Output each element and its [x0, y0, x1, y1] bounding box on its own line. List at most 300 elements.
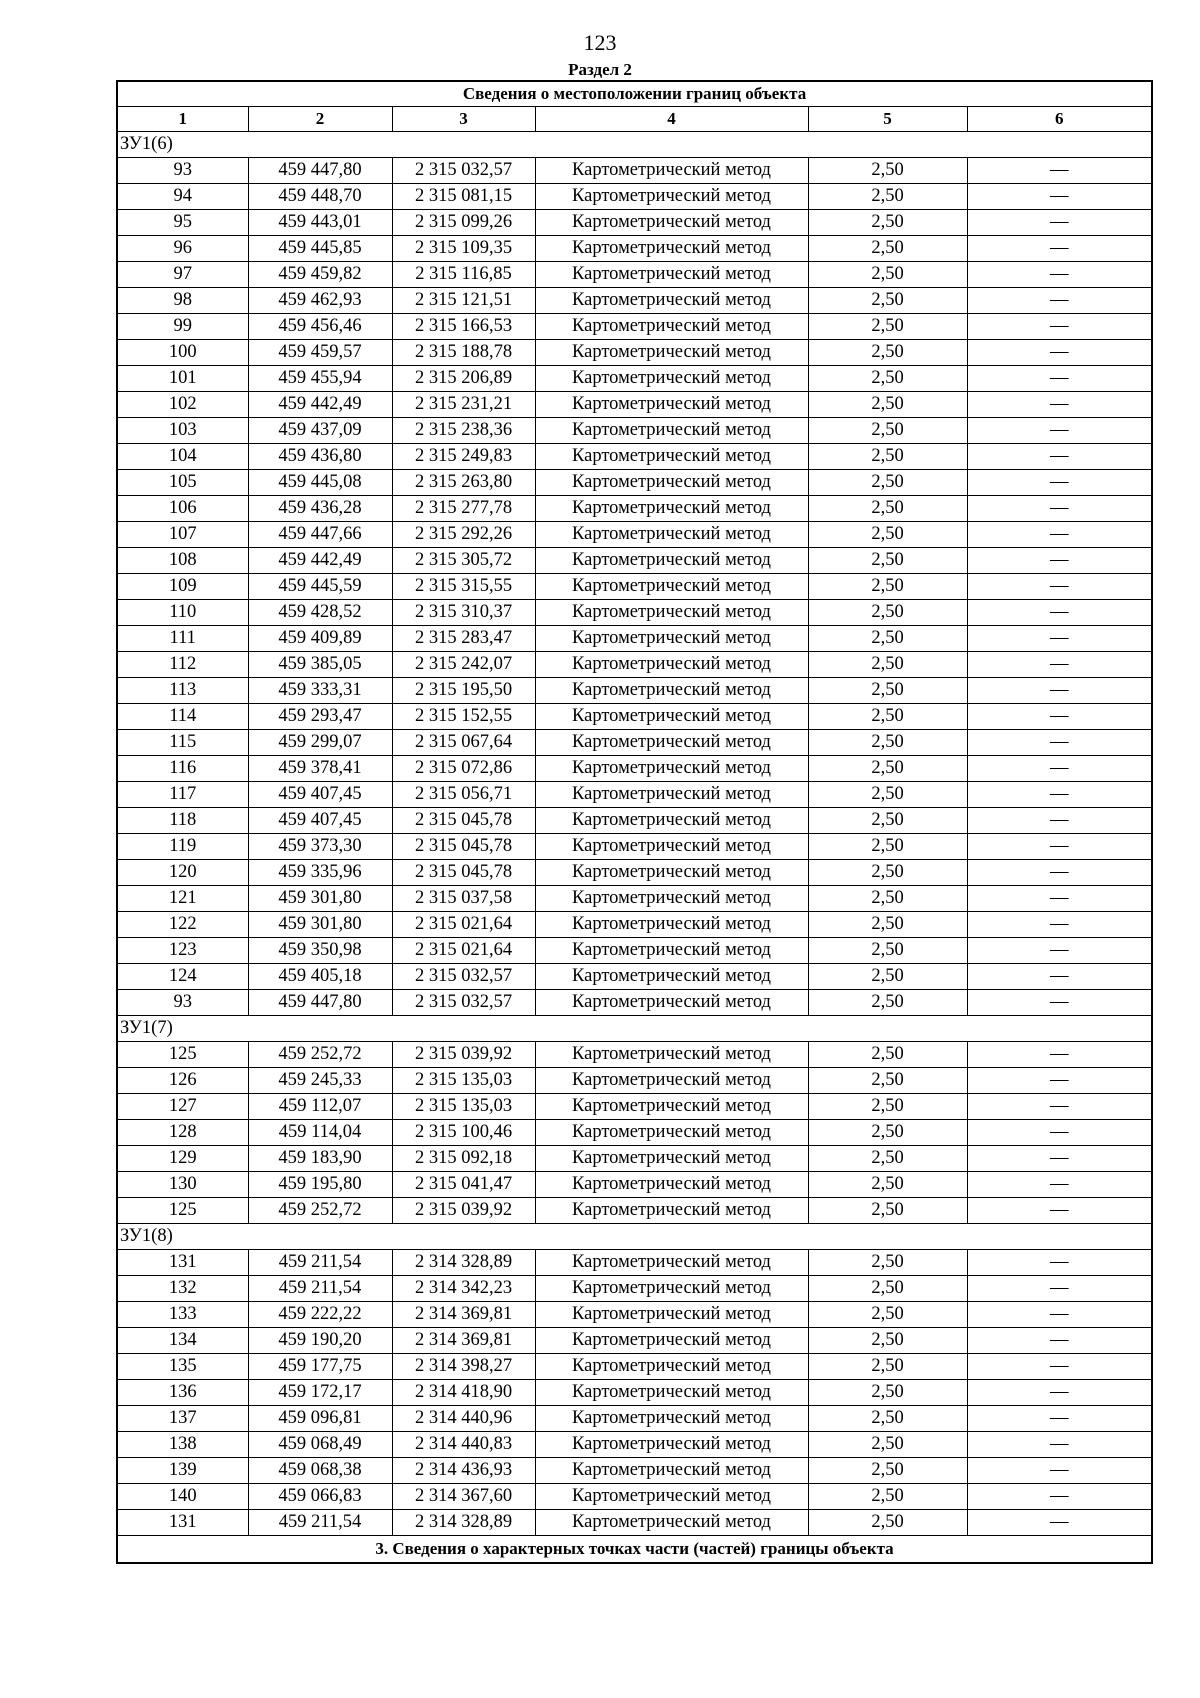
table-cell: Картометрический метод: [535, 756, 808, 782]
table-cell: 107: [117, 522, 248, 548]
table-row: [117, 236, 1152, 262]
table-row: [117, 1042, 1152, 1068]
table-cell: Картометрический метод: [535, 158, 808, 184]
section-title: Раздел 2: [568, 60, 632, 79]
table-cell: Картометрический метод: [535, 444, 808, 470]
table-cell: 2 315 032,57: [392, 158, 535, 184]
table-cell: 2 315 231,21: [392, 392, 535, 418]
table-cell: Картометрический метод: [535, 288, 808, 314]
table-cell: —: [967, 1406, 1152, 1432]
table-cell: —: [967, 886, 1152, 912]
table-cell: 459 407,45: [248, 782, 392, 808]
table-cell: —: [967, 652, 1152, 678]
table-cell: —: [967, 548, 1152, 574]
table-cell: —: [967, 912, 1152, 938]
table-cell: 459 445,85: [248, 236, 392, 262]
table-cell: Картометрический метод: [535, 652, 808, 678]
table-cell: 131: [117, 1250, 248, 1276]
table-cell: —: [967, 522, 1152, 548]
table-cell: Картометрический метод: [535, 314, 808, 340]
table-cell: 459 245,33: [248, 1068, 392, 1094]
table-cell: —: [967, 730, 1152, 756]
table-cell: Картометрический метод: [535, 210, 808, 236]
table-cell: 2,50: [808, 574, 967, 600]
table-cell: 2 315 032,57: [392, 990, 535, 1016]
table-cell: 110: [117, 600, 248, 626]
table-cell: 459 301,80: [248, 912, 392, 938]
table-cell: 104: [117, 444, 248, 470]
table-footer-row: [117, 1536, 1152, 1564]
column-header: 3: [392, 107, 535, 132]
table-row: [117, 1276, 1152, 1302]
table-cell: —: [967, 262, 1152, 288]
table-cell: 2 314 436,93: [392, 1458, 535, 1484]
table-cell: 2,50: [808, 366, 967, 392]
table-cell: 459 112,07: [248, 1094, 392, 1120]
table-cell: 2,50: [808, 1120, 967, 1146]
table-cell: Картометрический метод: [535, 1042, 808, 1068]
table-cell: —: [967, 1250, 1152, 1276]
table-cell: 2,50: [808, 548, 967, 574]
table-cell: Картометрический метод: [535, 548, 808, 574]
table-cell: Картометрический метод: [535, 782, 808, 808]
table-cell: —: [967, 210, 1152, 236]
table-cell: Картометрический метод: [535, 678, 808, 704]
table-cell: 102: [117, 392, 248, 418]
table-cell: —: [967, 340, 1152, 366]
table-cell: 2 315 056,71: [392, 782, 535, 808]
table-cell: 2,50: [808, 470, 967, 496]
table-cell: —: [967, 1068, 1152, 1094]
table-cell: 2,50: [808, 496, 967, 522]
table-cell: 2 315 315,55: [392, 574, 535, 600]
column-header: 1: [117, 107, 248, 132]
page-number: 123: [583, 30, 617, 55]
table-row: [117, 1510, 1152, 1536]
table-cell: 2,50: [808, 1276, 967, 1302]
table-cell: 459 373,30: [248, 834, 392, 860]
table-cell: —: [967, 964, 1152, 990]
table-cell: Картометрический метод: [535, 704, 808, 730]
table-row: [117, 600, 1152, 626]
table-cell: 459 462,93: [248, 288, 392, 314]
table-cell: 2,50: [808, 522, 967, 548]
table-cell: 2,50: [808, 834, 967, 860]
table-cell: Картометрический метод: [535, 730, 808, 756]
table-cell: 2 314 342,23: [392, 1276, 535, 1302]
table-cell: 2,50: [808, 1406, 967, 1432]
table-cell: 2 315 067,64: [392, 730, 535, 756]
table-cell: 2,50: [808, 418, 967, 444]
table-cell: —: [967, 938, 1152, 964]
table-cell: 459 068,38: [248, 1458, 392, 1484]
table-cell: Картометрический метод: [535, 1406, 808, 1432]
table-cell: Картометрический метод: [535, 1354, 808, 1380]
table-cell: 459 448,70: [248, 184, 392, 210]
table-cell: Картометрический метод: [535, 1198, 808, 1224]
table-cell: 2,50: [808, 158, 967, 184]
table-cell: —: [967, 236, 1152, 262]
table-cell: 459 222,22: [248, 1302, 392, 1328]
table-cell: 108: [117, 548, 248, 574]
table-cell: 97: [117, 262, 248, 288]
table-cell: 2 314 398,27: [392, 1354, 535, 1380]
table-cell: 2,50: [808, 1458, 967, 1484]
column-header: 5: [808, 107, 967, 132]
table-cell: 115: [117, 730, 248, 756]
table-cell: 2 315 109,35: [392, 236, 535, 262]
table-cell: 459 385,05: [248, 652, 392, 678]
table-cell: Картометрический метод: [535, 1302, 808, 1328]
table-cell: 98: [117, 288, 248, 314]
table-cell: 127: [117, 1094, 248, 1120]
table-cell: 125: [117, 1042, 248, 1068]
table-cell: 131: [117, 1510, 248, 1536]
table-cell: 459 068,49: [248, 1432, 392, 1458]
table-cell: 2,50: [808, 1328, 967, 1354]
table-cell: 2 315 166,53: [392, 314, 535, 340]
table-row: [117, 314, 1152, 340]
table-cell: 2,50: [808, 886, 967, 912]
table-cell: 2 315 081,15: [392, 184, 535, 210]
table-cell: 459 437,09: [248, 418, 392, 444]
table-cell: —: [967, 756, 1152, 782]
table-cell: 2,50: [808, 236, 967, 262]
table-cell: 2,50: [808, 964, 967, 990]
table-row: [117, 444, 1152, 470]
table-cell: 459 252,72: [248, 1198, 392, 1224]
table-cell: —: [967, 574, 1152, 600]
table-cell: 2,50: [808, 938, 967, 964]
table-cell: —: [967, 1094, 1152, 1120]
table-cell: —: [967, 470, 1152, 496]
table-cell: 459 445,08: [248, 470, 392, 496]
table-cell: 2 314 440,96: [392, 1406, 535, 1432]
table-cell: 2,50: [808, 704, 967, 730]
table-cell: 2,50: [808, 600, 967, 626]
table-row: [117, 1484, 1152, 1510]
table-cell: Картометрический метод: [535, 522, 808, 548]
table-cell: 2 315 206,89: [392, 366, 535, 392]
table-cell: 2,50: [808, 652, 967, 678]
table-row: [117, 184, 1152, 210]
table-cell: 459 211,54: [248, 1276, 392, 1302]
table-cell: 2,50: [808, 314, 967, 340]
table-cell: 135: [117, 1354, 248, 1380]
table-cell: 2 314 369,81: [392, 1328, 535, 1354]
table-cell: 459 378,41: [248, 756, 392, 782]
table-cell: —: [967, 1328, 1152, 1354]
table-cell: —: [967, 366, 1152, 392]
table-cell: —: [967, 288, 1152, 314]
table-cell: —: [967, 1484, 1152, 1510]
table-cell: Картометрический метод: [535, 1484, 808, 1510]
table-row: [117, 990, 1152, 1016]
table-cell: 2 315 310,37: [392, 600, 535, 626]
table-cell: 2 314 367,60: [392, 1484, 535, 1510]
table-cell: 2 315 249,83: [392, 444, 535, 470]
table-cell: 2 314 328,89: [392, 1510, 535, 1536]
table-row: [117, 678, 1152, 704]
table-cell: Картометрический метод: [535, 834, 808, 860]
table-title-row: [117, 81, 1152, 107]
table-cell: 2,50: [808, 444, 967, 470]
table-cell: 2 315 032,57: [392, 964, 535, 990]
table-cell: Картометрический метод: [535, 626, 808, 652]
table-cell: 2,50: [808, 1068, 967, 1094]
table-row: [117, 210, 1152, 236]
table-cell: 459 252,72: [248, 1042, 392, 1068]
table-cell: 459 445,59: [248, 574, 392, 600]
table-row: [117, 1380, 1152, 1406]
table-row: [117, 392, 1152, 418]
table-cell: Картометрический метод: [535, 1120, 808, 1146]
table-cell: Картометрический метод: [535, 574, 808, 600]
table-cell: 2 315 100,46: [392, 1120, 535, 1146]
table-row: [117, 652, 1152, 678]
table-cell: 2,50: [808, 288, 967, 314]
group-label: ЗУ1(6): [117, 132, 1152, 158]
table-cell: 128: [117, 1120, 248, 1146]
table-cell: Картометрический метод: [535, 366, 808, 392]
table-row: [117, 912, 1152, 938]
table-row: [117, 1458, 1152, 1484]
table-cell: 459 436,80: [248, 444, 392, 470]
table-cell: 459 447,80: [248, 158, 392, 184]
table-cell: —: [967, 626, 1152, 652]
table-cell: 459 447,80: [248, 990, 392, 1016]
table-cell: Картометрический метод: [535, 1458, 808, 1484]
column-header: 2: [248, 107, 392, 132]
table-row: [117, 1302, 1152, 1328]
table-cell: 2,50: [808, 1302, 967, 1328]
table-row: [117, 834, 1152, 860]
table-cell: 136: [117, 1380, 248, 1406]
table-cell: Картометрический метод: [535, 1146, 808, 1172]
table-cell: 2,50: [808, 1484, 967, 1510]
table-cell: Картометрический метод: [535, 600, 808, 626]
table-cell: 2 315 242,07: [392, 652, 535, 678]
table-cell: —: [967, 1276, 1152, 1302]
table-cell: 2 315 045,78: [392, 834, 535, 860]
table-cell: 117: [117, 782, 248, 808]
table-cell: 459 299,07: [248, 730, 392, 756]
table-cell: Картометрический метод: [535, 990, 808, 1016]
table-cell: 2,50: [808, 392, 967, 418]
group-label: ЗУ1(8): [117, 1224, 1152, 1250]
table-cell: Картометрический метод: [535, 808, 808, 834]
table-cell: Картометрический метод: [535, 1276, 808, 1302]
table-cell: 2 315 045,78: [392, 808, 535, 834]
table-cell: 123: [117, 938, 248, 964]
table-cell: 459 350,98: [248, 938, 392, 964]
table-cell: 132: [117, 1276, 248, 1302]
table-row: [117, 158, 1152, 184]
table-cell: Картометрический метод: [535, 496, 808, 522]
table-cell: 2 315 099,26: [392, 210, 535, 236]
table-cell: 119: [117, 834, 248, 860]
table-row: [117, 1068, 1152, 1094]
table-cell: 459 333,31: [248, 678, 392, 704]
table-cell: 112: [117, 652, 248, 678]
table-cell: Картометрический метод: [535, 262, 808, 288]
table-cell: Картометрический метод: [535, 470, 808, 496]
table-cell: Картометрический метод: [535, 860, 808, 886]
table-row: [117, 262, 1152, 288]
table-row: [117, 1250, 1152, 1276]
table-cell: —: [967, 1198, 1152, 1224]
table-cell: 2 315 121,51: [392, 288, 535, 314]
table-cell: —: [967, 1432, 1152, 1458]
table-cell: 459 455,94: [248, 366, 392, 392]
table-row: [117, 860, 1152, 886]
table-cell: 2,50: [808, 990, 967, 1016]
table-cell: 2,50: [808, 1172, 967, 1198]
table-cell: 459 442,49: [248, 548, 392, 574]
table-row: [117, 886, 1152, 912]
table-cell: Картометрический метод: [535, 938, 808, 964]
table-row: [117, 1406, 1152, 1432]
table-cell: 2,50: [808, 808, 967, 834]
table-cell: 138: [117, 1432, 248, 1458]
table-cell: 106: [117, 496, 248, 522]
table-cell: 116: [117, 756, 248, 782]
table-cell: Картометрический метод: [535, 1172, 808, 1198]
table-cell: 459 443,01: [248, 210, 392, 236]
table-cell: 459 066,83: [248, 1484, 392, 1510]
table-cell: Картометрический метод: [535, 1250, 808, 1276]
table-cell: 459 447,66: [248, 522, 392, 548]
table-row: [117, 782, 1152, 808]
table-cell: 93: [117, 990, 248, 1016]
table-cell: 140: [117, 1484, 248, 1510]
table-row: [117, 522, 1152, 548]
table-cell: 2,50: [808, 1042, 967, 1068]
table-cell: Картометрический метод: [535, 1432, 808, 1458]
table-cell: 2,50: [808, 730, 967, 756]
table-cell: —: [967, 808, 1152, 834]
table-cell: 2 315 039,92: [392, 1198, 535, 1224]
table-cell: 2,50: [808, 1354, 967, 1380]
table-cell: 459 190,20: [248, 1328, 392, 1354]
table-row: [117, 938, 1152, 964]
table-cell: —: [967, 678, 1152, 704]
group-label: ЗУ1(7): [117, 1016, 1152, 1042]
table-cell: 2,50: [808, 340, 967, 366]
table-row: [117, 1354, 1152, 1380]
table-cell: Картометрический метод: [535, 1068, 808, 1094]
table-cell: —: [967, 860, 1152, 886]
column-header: 4: [535, 107, 808, 132]
table-cell: 2,50: [808, 1250, 967, 1276]
boundary-coordinates-table: [116, 80, 1153, 1564]
table-cell: —: [967, 1510, 1152, 1536]
table-cell: —: [967, 704, 1152, 730]
table-cell: 125: [117, 1198, 248, 1224]
table-cell: 2 315 092,18: [392, 1146, 535, 1172]
table-cell: —: [967, 496, 1152, 522]
table-cell: 459 409,89: [248, 626, 392, 652]
table-row: [117, 548, 1152, 574]
table-cell: 459 293,47: [248, 704, 392, 730]
group-row: [117, 132, 1152, 158]
table-title: Сведения о местоположении границ объекта: [117, 81, 1152, 107]
table-row: [117, 366, 1152, 392]
table-footer: 3. Сведения о характерных точках части (частей) границы объекта: [117, 1536, 1152, 1564]
table-cell: 459 456,46: [248, 314, 392, 340]
group-row: [117, 1224, 1152, 1250]
table-cell: 2 315 021,64: [392, 912, 535, 938]
table-cell: —: [967, 392, 1152, 418]
table-cell: —: [967, 1146, 1152, 1172]
table-row: [117, 808, 1152, 834]
table-cell: 2,50: [808, 912, 967, 938]
table-cell: 2,50: [808, 860, 967, 886]
table-cell: 459 405,18: [248, 964, 392, 990]
table-cell: 459 172,17: [248, 1380, 392, 1406]
table-cell: 126: [117, 1068, 248, 1094]
table-cell: 2 315 041,47: [392, 1172, 535, 1198]
table-cell: —: [967, 1354, 1152, 1380]
table-row: [117, 1198, 1152, 1224]
table-cell: 120: [117, 860, 248, 886]
table-cell: 2 314 418,90: [392, 1380, 535, 1406]
table-cell: 459 096,81: [248, 1406, 392, 1432]
table-row: [117, 730, 1152, 756]
table-row: [117, 340, 1152, 366]
table-cell: 459 195,80: [248, 1172, 392, 1198]
table-cell: 133: [117, 1302, 248, 1328]
table-cell: 2 315 135,03: [392, 1068, 535, 1094]
table-cell: 2,50: [808, 1094, 967, 1120]
table-cell: 137: [117, 1406, 248, 1432]
table-cell: —: [967, 990, 1152, 1016]
table-cell: 2 314 369,81: [392, 1302, 535, 1328]
table-header-row: [117, 107, 1152, 132]
table-cell: —: [967, 418, 1152, 444]
table-cell: 122: [117, 912, 248, 938]
table-cell: 459 177,75: [248, 1354, 392, 1380]
table-cell: 118: [117, 808, 248, 834]
table-row: [117, 1120, 1152, 1146]
table-cell: 100: [117, 340, 248, 366]
table-cell: 139: [117, 1458, 248, 1484]
table-cell: 2 315 188,78: [392, 340, 535, 366]
table-cell: Картометрический метод: [535, 912, 808, 938]
table-cell: 2,50: [808, 678, 967, 704]
table-cell: 121: [117, 886, 248, 912]
table-cell: 2,50: [808, 1510, 967, 1536]
table-cell: 2,50: [808, 756, 967, 782]
table-cell: 101: [117, 366, 248, 392]
table-cell: 2,50: [808, 1146, 967, 1172]
table-cell: —: [967, 158, 1152, 184]
table-cell: 2,50: [808, 626, 967, 652]
table-cell: 2 315 039,92: [392, 1042, 535, 1068]
table-cell: —: [967, 1458, 1152, 1484]
table-cell: 459 335,96: [248, 860, 392, 886]
table-row: [117, 418, 1152, 444]
table-cell: 459 211,54: [248, 1250, 392, 1276]
table-cell: 2 315 305,72: [392, 548, 535, 574]
table-cell: 2 315 021,64: [392, 938, 535, 964]
table-cell: Картометрический метод: [535, 392, 808, 418]
table-cell: 459 442,49: [248, 392, 392, 418]
table-cell: 2 315 045,78: [392, 860, 535, 886]
table-cell: 103: [117, 418, 248, 444]
table-cell: 459 301,80: [248, 886, 392, 912]
table-cell: 94: [117, 184, 248, 210]
